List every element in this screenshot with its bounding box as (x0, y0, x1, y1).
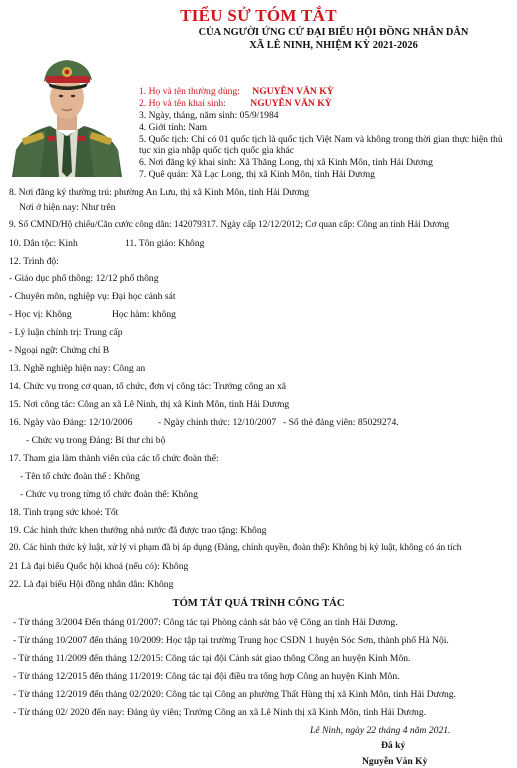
organization-position: - Chức vụ trong từng tổ chức đoàn thể: Không (20, 489, 198, 500)
general-education: - Giáo dục phổ thông: 12/12 phổ thông (9, 273, 159, 284)
career-item: - Từ tháng 12/2015 đến tháng 11/2019: Công tác tại đội điều tra tổng hợp Công an huyện Kinh Môn. (13, 671, 400, 682)
birth-name-label: 2. Họ và tên khai sinh: (139, 98, 226, 109)
gender: 4. Giới tính: Nam (139, 122, 207, 133)
signature-status: Đã ký (381, 740, 406, 751)
position: 14. Chức vụ trong cơ quan, tổ chức, đơn vị công tác: Trưởng công an xã (9, 381, 287, 392)
full-name-value: NGUYỄN VĂN KỲ (252, 86, 334, 97)
organization-name: - Tên tổ chức đoàn thể : Không (20, 471, 140, 482)
signer-name: Nguyễn Văn Kỳ (362, 756, 428, 767)
birth-name-line (139, 98, 332, 109)
peoples-council-delegate: 22. Là đại biểu Hội đồng nhân dân: Không (9, 579, 174, 590)
career-item: - Từ tháng 12/2019 đến tháng 02/2020: Công tác tại Công an phường Thất Hùng thị xã Kinh Môn, tỉnh Hải Dương. (13, 689, 456, 700)
party-card-number: - Số thẻ đảng viên: 85029274. (283, 417, 399, 428)
national-assembly-delegate: 21 Là đại biểu Quốc hội khoá (nếu có): Không (9, 561, 189, 572)
career-item: - Từ tháng 11/2009 đến tháng 12/2015: Công tác tại đội Cảnh sát giao thông Công an huyện Kinh Môn. (13, 653, 411, 664)
occupation: 13. Nghề nghiệp hiện nay: Công an (9, 363, 146, 374)
hometown: 7. Quê quán: Xã Lạc Long, thị xã Kinh Môn, tỉnh Hải Dương (139, 169, 375, 180)
portrait-photo (6, 32, 128, 177)
party-join-date: 16. Ngày vào Đảng: 12/10/2006 (9, 417, 133, 428)
foreign-language: - Ngoại ngữ: Chứng chỉ B (9, 345, 110, 356)
state-awards: 19. Các hình thức khen thưởng nhà nước đã được trao tặng: Không (9, 525, 267, 536)
career-item: - Từ tháng 3/2004 Đến tháng 01/2007: Công tác tại Phòng cảnh sát bảo vệ Công an tỉnh Hải Dương. (13, 617, 398, 628)
academic-title: Học hàm: không (112, 309, 176, 320)
disciplinary-record: 20. Các hình thức kỷ luật, xử lý vi phạm đã bị áp dụng (Đảng, chính quyền, đoàn thể): Không bị kỷ luật, không có án tích (9, 543, 462, 553)
nationality-cont: tục xin gia nhập quốc tịch quốc gia khác (139, 145, 295, 156)
education-heading: 12. Trình độ: (9, 256, 59, 267)
academic-degree: - Học vị: Không (9, 309, 72, 320)
career-item: - Từ tháng 10/2007 đến tháng 10/2009: Học tập tại trường Trung học CSDN 1 huyện Sóc Sơn, thành phố Hà Nội. (13, 635, 449, 646)
health-status: 18. Tình trạng sức khoẻ: Tốt (9, 507, 119, 518)
document-title: TIỂU SỬ TÓM TẮT (180, 6, 337, 25)
id-card-info: 9. Số CMND/Hộ chiếu/Căn cước công dân: 142079317. Ngày cấp 12/12/2012; Cơ quan cấp: Công an tỉnh Hải Dương (9, 220, 450, 230)
date-of-birth: 3. Ngày, tháng, năm sinh: 05/9/1984 (139, 110, 279, 121)
professional-training: - Chuyên môn, nghiệp vụ: Đại học cảnh sát (9, 291, 176, 302)
nationality: 5. Quốc tịch: Chỉ có 01 quốc tịch là quốc tịch Việt Nam và không trong thời gian thực hiện thủ (139, 134, 503, 145)
birth-registration-place: 6. Nơi đăng ký khai sinh: Xã Thăng Long, thị xã Kinh Môn, tỉnh Hải Dương (139, 157, 433, 168)
party-position: - Chức vụ trong Đảng: Bí thư chi bộ (26, 435, 166, 446)
birth-name-value: NGUYỄN VĂN KỲ (250, 98, 332, 109)
current-residence: Nơi ở hiện nay: Như trên (19, 202, 116, 213)
career-summary-title: TÓM TẮT QUÁ TRÌNH CÔNG TÁC (172, 598, 345, 609)
full-name-line (139, 86, 334, 97)
document-subtitle-1: CỦA NGƯỜI ỨNG CỬ ĐẠI BIỂU HỘI ĐỒNG NHÂN DÂN (198, 27, 469, 38)
party-official-date: - Ngày chính thức: 12/10/2007 (158, 417, 277, 428)
career-item: - Từ tháng 02/ 2020 đến nay: Đảng ủy viên; Trưởng Công an xã Lê Ninh thị xã Kinh Môn, tỉnh Hải Dương. (13, 707, 427, 718)
signature-place-date: Lê Ninh, ngày 22 tháng 4 năm 2021. (310, 725, 451, 736)
ethnicity: 10. Dân tộc: Kinh (9, 238, 78, 249)
workplace: 15. Nơi công tác: Công an xã Lê Ninh, thị xã Kinh Môn, tỉnh Hải Dương (9, 399, 290, 410)
document-subtitle-2: XÃ LÊ NINH, NHIỆM KỲ 2021-2026 (249, 40, 418, 51)
political-theory: - Lý luận chính trị: Trung cấp (9, 327, 123, 338)
full-name-label: 1. Họ và tên thường dùng: (139, 86, 240, 97)
organizations-heading: 17. Tham gia làm thành viên của các tổ chức đoàn thể: (9, 453, 219, 464)
religion: 11. Tôn giáo: Không (125, 238, 205, 249)
permanent-residence: 8. Nơi đăng ký thường trú: phường An Lưu, thị xã Kinh Môn, tỉnh Hải Dương (9, 187, 310, 198)
